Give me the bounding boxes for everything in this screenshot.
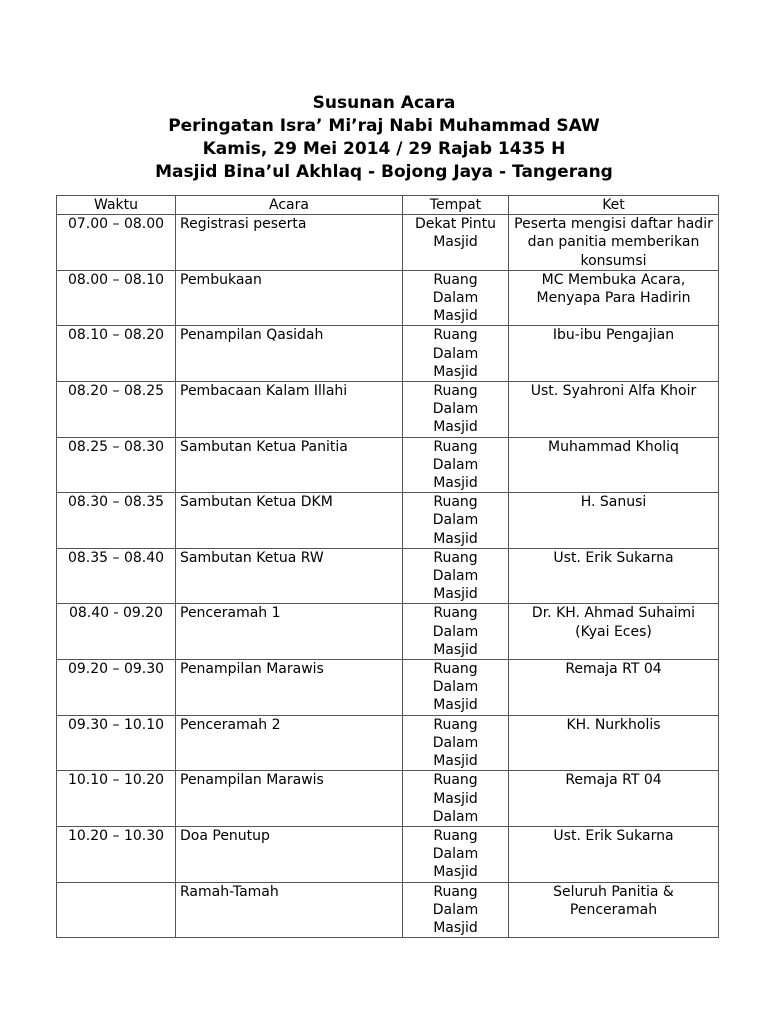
schedule-table-header (57, 196, 719, 215)
table-row (57, 660, 719, 716)
cell-time: 08.40 - 09.20 (57, 604, 176, 660)
cell-place (403, 604, 509, 660)
table-row (57, 215, 719, 271)
cell-time: 08.30 – 08.35 (57, 493, 176, 549)
place-line: Dalam (432, 512, 479, 529)
cell-time: 08.35 – 08.40 (57, 548, 176, 604)
cell-place (403, 771, 509, 827)
place-line: Dalam (432, 734, 479, 751)
place-line: Dalam (432, 290, 479, 307)
cell-note: Remaja RT 04 (509, 771, 719, 827)
table-row (57, 270, 719, 326)
cell-time: 08.00 – 08.10 (57, 270, 176, 326)
place-line: Dalam (432, 456, 479, 473)
document-title: Susunan Acara (312, 93, 456, 113)
place-line: Masjid (433, 697, 478, 714)
table-row (57, 326, 719, 382)
cell-event: Sambutan Ketua RW (176, 548, 403, 604)
place-line: Dalam (432, 623, 479, 640)
cell-event: Penceramah 2 (176, 715, 403, 771)
cell-place (403, 437, 509, 493)
place-line: Masjid (433, 586, 478, 603)
cell-note: KH. Nurkholis (509, 715, 719, 771)
event-date: Kamis, 29 Mei 2014 / 29 Rajab 1435 H (202, 139, 566, 159)
place-line: Ruang (433, 661, 478, 678)
place-line: Dekat Pintu (414, 216, 497, 233)
table-row (57, 382, 719, 438)
cell-place (403, 882, 509, 938)
place-line: Masjid (433, 308, 478, 325)
place-line: Masjid (433, 363, 478, 380)
cell-event: Pembacaan Kalam Illahi (176, 382, 403, 438)
table-row (57, 826, 719, 882)
cell-place (403, 215, 509, 271)
place-line: Masjid (433, 864, 478, 881)
cell-time: 10.10 – 10.20 (57, 771, 176, 827)
place-line: Ruang (433, 383, 478, 400)
place-line: Ruang (433, 271, 478, 288)
cell-note: H. Sanusi (509, 493, 719, 549)
cell-place (403, 326, 509, 382)
table-row (57, 493, 719, 549)
table-row (57, 604, 719, 660)
cell-time: 08.10 – 08.20 (57, 326, 176, 382)
place-line: Dalam (432, 846, 479, 863)
column-header-ket: Ket (509, 196, 719, 215)
cell-time: 09.30 – 10.10 (57, 715, 176, 771)
cell-note: Ust. Erik Sukarna (509, 548, 719, 604)
cell-event: Penampilan Qasidah (176, 326, 403, 382)
column-header-waktu: Waktu (57, 196, 176, 215)
place-line: Dalam (432, 808, 479, 825)
document-header (0, 92, 768, 184)
column-header-tempat: Tempat (403, 196, 509, 215)
place-line: Masjid (433, 530, 478, 547)
place-line: Dalam (432, 679, 479, 696)
event-location: Masjid Bina’ul Akhlaq - Bojong Jaya - Tangerang (155, 162, 613, 182)
place-line: Masjid (433, 475, 478, 492)
cell-event: Penampilan Marawis (176, 660, 403, 716)
cell-place (403, 660, 509, 716)
place-line: Ruang (433, 549, 478, 566)
cell-time: 09.20 – 09.30 (57, 660, 176, 716)
cell-time: 08.25 – 08.30 (57, 437, 176, 493)
cell-place (403, 826, 509, 882)
place-line: Ruang (433, 883, 478, 900)
place-line: Masjid (433, 919, 478, 936)
place-line: Ruang (433, 827, 478, 844)
cell-note: MC Membuka Acara, Menyapa Para Hadirin (509, 270, 719, 326)
cell-place (403, 382, 509, 438)
cell-event: Registrasi peserta (176, 215, 403, 271)
place-line: Masjid (433, 753, 478, 770)
place-line: Dalam (432, 568, 479, 585)
cell-event: Pembukaan (176, 270, 403, 326)
cell-note: Ust. Syahroni Alfa Khoir (509, 382, 719, 438)
place-line: Dalam (432, 401, 479, 418)
cell-place (403, 548, 509, 604)
table-row (57, 548, 719, 604)
schedule-table (56, 195, 719, 938)
place-line: Masjid (433, 790, 478, 807)
place-line: Dalam (432, 901, 479, 918)
cell-note: Dr. KH. Ahmad Suhaimi (Kyai Eces) (509, 604, 719, 660)
place-line: Dalam (432, 345, 479, 362)
place-line: Ruang (433, 605, 478, 622)
cell-time: 08.20 – 08.25 (57, 382, 176, 438)
cell-event: Penampilan Marawis (176, 771, 403, 827)
place-line: Ruang (433, 438, 478, 455)
cell-time (57, 882, 176, 938)
cell-event: Ramah-Tamah (176, 882, 403, 938)
schedule-table-body (57, 215, 719, 938)
place-line: Masjid (433, 419, 478, 436)
header-row (57, 196, 719, 215)
cell-note: Muhammad Kholiq (509, 437, 719, 493)
cell-place (403, 493, 509, 549)
cell-note: Peserta mengisi daftar hadir dan panitia memberikan konsumsi (509, 215, 719, 271)
cell-place (403, 715, 509, 771)
place-line: Ruang (433, 327, 478, 344)
place-line: Ruang (433, 772, 478, 789)
cell-time: 07.00 – 08.00 (57, 215, 176, 271)
cell-event: Sambutan Ketua DKM (176, 493, 403, 549)
place-line: Ruang (433, 494, 478, 511)
place-line: Masjid (433, 234, 478, 251)
event-name: Peringatan Isra’ Mi’raj Nabi Muhammad SAW (168, 116, 600, 136)
cell-note: Seluruh Panitia & Penceramah (509, 882, 719, 938)
cell-event: Sambutan Ketua Panitia (176, 437, 403, 493)
place-line: Ruang (433, 716, 478, 733)
cell-event: Penceramah 1 (176, 604, 403, 660)
cell-note: Remaja RT 04 (509, 660, 719, 716)
table-row (57, 771, 719, 827)
cell-note: Ust. Erik Sukarna (509, 826, 719, 882)
table-row (57, 437, 719, 493)
table-row (57, 715, 719, 771)
cell-note: Ibu-ibu Pengajian (509, 326, 719, 382)
place-line: Masjid (433, 641, 478, 658)
cell-event: Doa Penutup (176, 826, 403, 882)
column-header-acara: Acara (176, 196, 403, 215)
cell-time: 10.20 – 10.30 (57, 826, 176, 882)
cell-place (403, 270, 509, 326)
table-row (57, 882, 719, 938)
